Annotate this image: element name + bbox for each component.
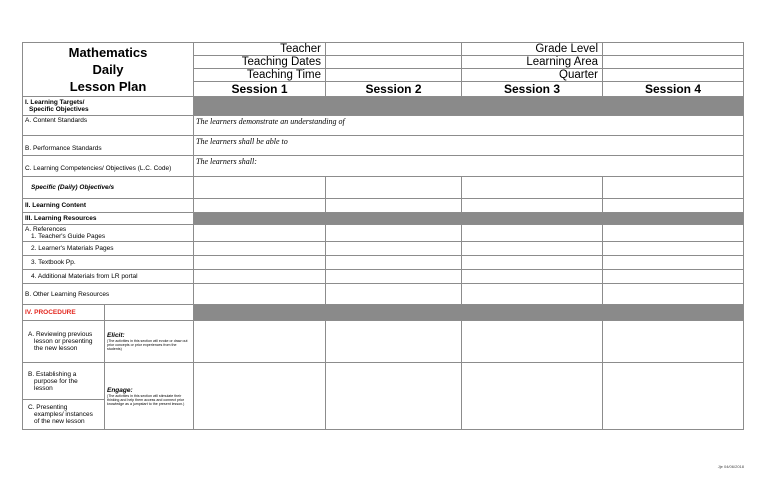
reviewing-label xyxy=(23,321,105,363)
tg-pages-session-3[interactable] xyxy=(462,225,603,242)
other-resources-session-1[interactable] xyxy=(194,284,326,305)
other-resources-session-3[interactable] xyxy=(462,284,603,305)
lm-pages-session-4[interactable] xyxy=(603,242,744,256)
textbook-pages-session-3[interactable] xyxy=(462,256,603,270)
learning-targets-heading xyxy=(23,97,194,116)
daily-objectives-label: Specific (Daily) Objective/s xyxy=(23,177,194,199)
establishing-session-1[interactable] xyxy=(194,363,326,430)
tg-pages-session-4[interactable] xyxy=(603,225,744,242)
learning-resources-shade xyxy=(194,213,744,225)
establishing-session-4[interactable] xyxy=(603,363,744,430)
teaching-time-field[interactable] xyxy=(326,69,462,82)
lr-portal-session-3[interactable] xyxy=(462,270,603,284)
content-standards-text[interactable]: The learners demonstrate an understanding of xyxy=(194,116,744,136)
textbook-pages-session-2[interactable] xyxy=(326,256,462,270)
presenting-label xyxy=(23,400,105,430)
lesson-plan-table xyxy=(22,42,744,430)
specific-objectives-label: Specific Objectives xyxy=(29,106,89,113)
session-1-header: Session 1 xyxy=(194,82,326,97)
learning-content-session-2[interactable] xyxy=(326,199,462,213)
lm-pages-label: 2. Learner's Materials Pages xyxy=(23,242,194,256)
tg-pages-label: 1. Teacher's Guide Pages xyxy=(31,233,106,240)
presenting-line-3: of the new lesson xyxy=(34,418,85,425)
competencies-label: C. Learning Competencies/ Objectives (L.C. Code) xyxy=(23,156,194,177)
engage-cell xyxy=(105,363,194,430)
lm-pages-session-1[interactable] xyxy=(194,242,326,256)
learning-area-label: Learning Area xyxy=(462,56,603,69)
quarter-field[interactable] xyxy=(603,69,744,82)
lr-portal-session-2[interactable] xyxy=(326,270,462,284)
teacher-label: Teacher xyxy=(194,43,326,56)
establishing-line-2: purpose for the xyxy=(34,377,78,385)
grade-level-label: Grade Level xyxy=(462,43,603,56)
performance-standards-text[interactable]: The learners shall be able to xyxy=(194,136,744,156)
daily-objectives-session-2[interactable] xyxy=(326,177,462,199)
elicit-cell xyxy=(105,321,194,363)
textbook-pages-session-1[interactable] xyxy=(194,256,326,270)
session-4-header: Session 4 xyxy=(603,82,744,97)
lr-portal-session-1[interactable] xyxy=(194,270,326,284)
textbook-pages-label: 3. Textbook Pp. xyxy=(23,256,194,270)
daily-objectives-session-4[interactable] xyxy=(603,177,744,199)
engage-title: Engage: xyxy=(107,386,133,394)
reviewing-line-3: the new lesson xyxy=(34,345,78,352)
establishing-session-2[interactable] xyxy=(326,363,462,430)
performance-standards-label: B. Performance Standards xyxy=(23,136,194,156)
establishing-label xyxy=(23,363,105,400)
reviewing-session-4[interactable] xyxy=(603,321,744,363)
title-line-1: Mathematics xyxy=(68,45,148,60)
learning-targets-shade xyxy=(194,97,744,116)
lm-pages-session-2[interactable] xyxy=(326,242,462,256)
quarter-label: Quarter xyxy=(462,69,603,82)
other-resources-session-2[interactable] xyxy=(326,284,462,305)
elicit-title: Elicit: xyxy=(107,332,125,339)
references-heading: A. References xyxy=(25,226,67,233)
establishing-line-1: B. Establishing a xyxy=(28,370,77,378)
learning-content-label: II. Learning Content xyxy=(23,199,194,213)
reviewing-session-2[interactable] xyxy=(326,321,462,363)
reviewing-session-1[interactable] xyxy=(194,321,326,363)
lr-portal-label: 4. Additional Materials from LR portal xyxy=(23,270,194,284)
grade-level-field[interactable] xyxy=(603,43,744,56)
presenting-line-2: examples/ instances xyxy=(34,411,93,418)
reviewing-session-3[interactable] xyxy=(462,321,603,363)
learning-resources-label: III. Learning Resources xyxy=(23,213,194,225)
other-resources-session-4[interactable] xyxy=(603,284,744,305)
learning-content-session-3[interactable] xyxy=(462,199,603,213)
establishing-session-3[interactable] xyxy=(462,363,603,430)
references-label xyxy=(23,225,194,242)
procedure-shade xyxy=(194,305,744,321)
teacher-field[interactable] xyxy=(326,43,462,56)
session-3-header: Session 3 xyxy=(462,82,603,97)
teaching-dates-label: Teaching Dates xyxy=(194,56,326,69)
title-line-3: Lesson Plan xyxy=(69,79,147,94)
learning-content-session-1[interactable] xyxy=(194,199,326,213)
establishing-line-3: lesson xyxy=(34,384,53,392)
tg-pages-session-2[interactable] xyxy=(326,225,462,242)
lm-pages-session-3[interactable] xyxy=(462,242,603,256)
textbook-pages-session-4[interactable] xyxy=(603,256,744,270)
daily-objectives-session-3[interactable] xyxy=(462,177,603,199)
title-line-2: Daily xyxy=(92,62,124,77)
reviewing-line-1: A. Reviewing previous xyxy=(28,331,93,338)
presenting-line-1: C. Presenting xyxy=(28,404,68,411)
content-standards-label: A. Content Standards xyxy=(23,116,194,136)
other-resources-label: B. Other Learning Resources xyxy=(23,284,194,305)
learning-area-field[interactable] xyxy=(603,56,744,69)
tg-pages-session-1[interactable] xyxy=(194,225,326,242)
reviewing-line-2: lesson or presenting xyxy=(34,338,93,345)
competencies-text[interactable]: The learners shall: xyxy=(194,156,744,177)
procedure-blank xyxy=(105,305,194,321)
learning-targets-label: I. Learning Targets/ xyxy=(25,99,85,106)
learning-content-session-4[interactable] xyxy=(603,199,744,213)
session-2-header: Session 2 xyxy=(326,82,462,97)
procedure-label: IV. PROCEDURE xyxy=(23,305,105,321)
plan-title xyxy=(23,43,194,97)
daily-objectives-session-1[interactable] xyxy=(194,177,326,199)
elicit-note: (The activities in this section will evoke or draw out prior concepts or prior experiences from the students) xyxy=(107,339,188,351)
teaching-time-label: Teaching Time xyxy=(194,69,326,82)
lr-portal-session-4[interactable] xyxy=(603,270,744,284)
teaching-dates-field[interactable] xyxy=(326,56,462,69)
page-footer: Jje 04/06/2018 xyxy=(717,464,744,469)
engage-note: (The activities in this section will stimulate their thinking and help them access and connect prior knowledge as a jumpstart to the present lesson.) xyxy=(107,393,185,406)
